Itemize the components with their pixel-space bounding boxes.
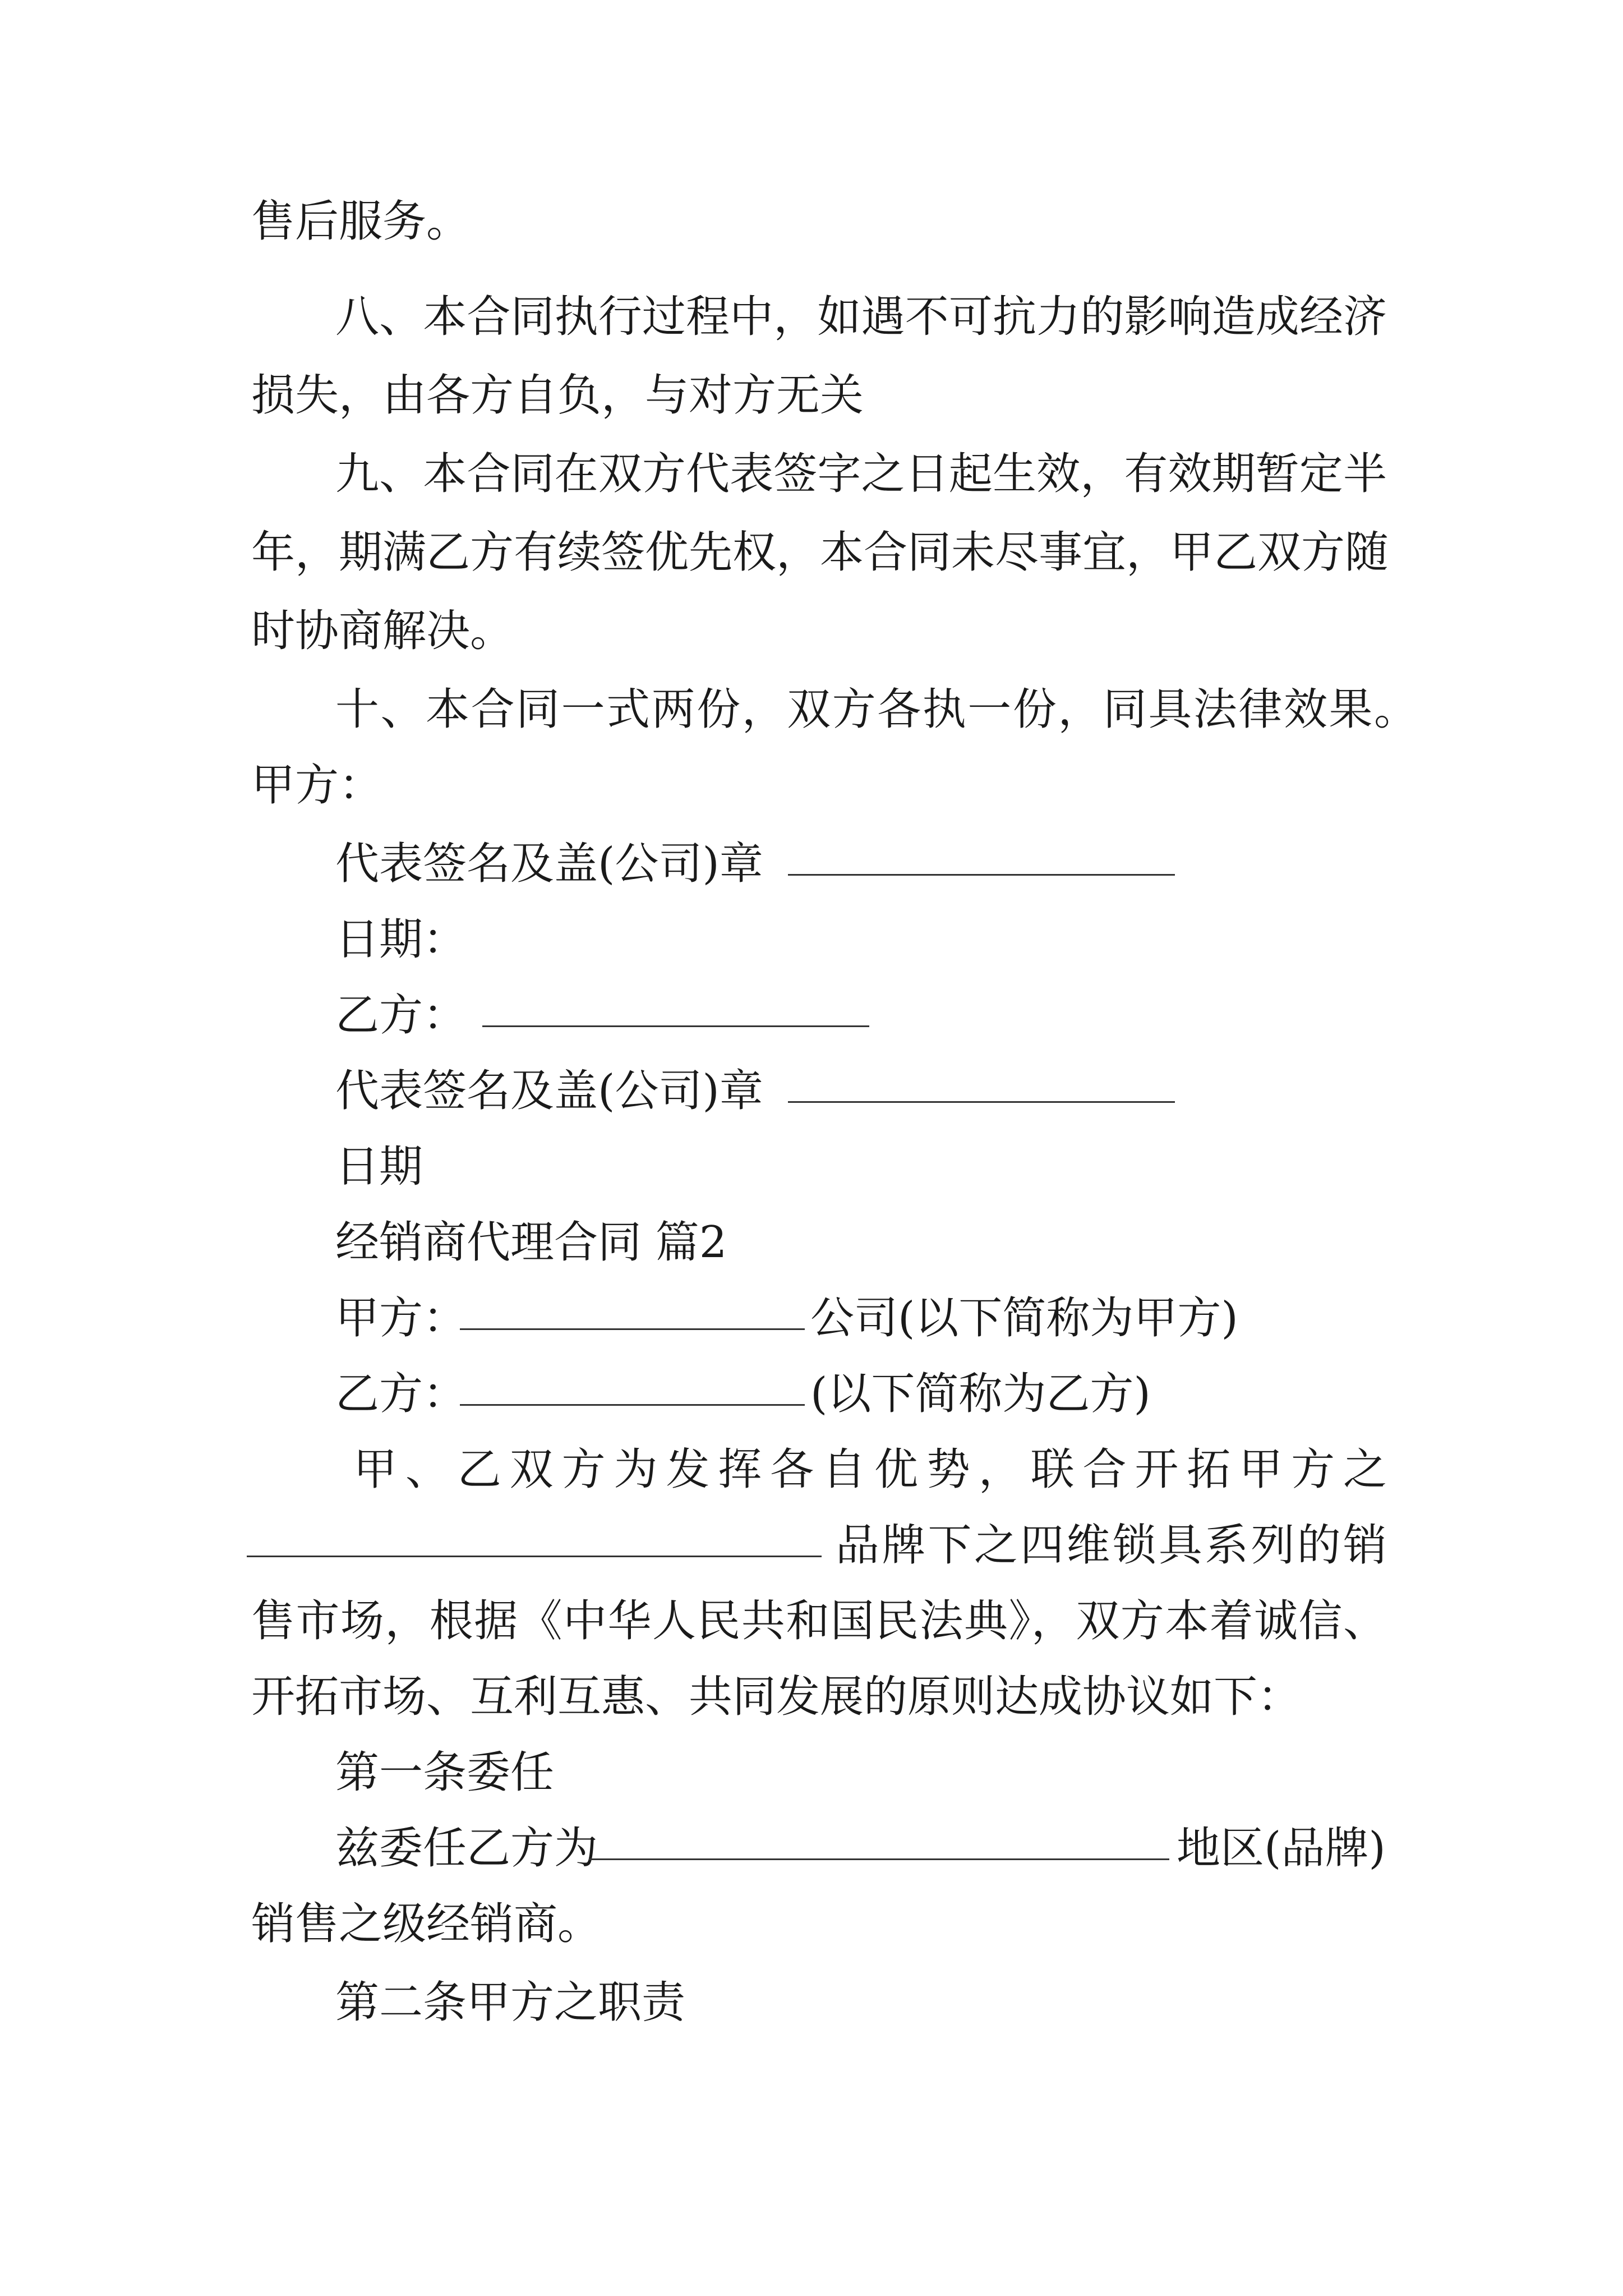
- party-a-company-blank[interactable]: [460, 1295, 805, 1330]
- clause-10-line: 十、本合同一式两份，双方各执一份，同具法律效果。: [335, 684, 1418, 735]
- preamble-line-1: 甲、乙双方为发挥各自优势，联合开拓甲方之: [353, 1444, 1387, 1495]
- preamble-line-3: 售市场，根据《中华人民共和国民法典》，双方本着诚信、: [251, 1596, 1387, 1646]
- party-a-heading: 甲方：: [251, 760, 383, 811]
- party-a-label-2: 甲方：: [335, 1293, 467, 1343]
- party-b-label-2: 乙方：: [335, 1369, 467, 1419]
- article-2-heading: 第二条甲方之职责: [335, 1977, 686, 2028]
- clause-8-line-1: 八、本合同执行过程中，如遇不可抗力的影响造成经济: [335, 292, 1387, 342]
- section-title: 经销商代理合同 篇2: [335, 1217, 727, 1268]
- text-line: 售后服务。: [251, 196, 471, 247]
- clause-9-line-3: 时协商解决。: [251, 606, 514, 656]
- article-1-text-line-2: 销售之级经销商。: [251, 1899, 602, 1949]
- preamble-line-2: 品牌下之四维锁具系列的销: [836, 1520, 1387, 1571]
- party-b-signature-blank[interactable]: [788, 1068, 1175, 1103]
- party-a-signature-blank[interactable]: [788, 840, 1175, 876]
- party-a-abbrev: 公司(以下简称为甲方): [810, 1293, 1238, 1343]
- party-b-label: 乙方：: [335, 990, 467, 1041]
- region-blank[interactable]: [589, 1825, 1169, 1860]
- party-b-date-label: 日期: [335, 1142, 423, 1192]
- article-1-heading: 第一条委任: [335, 1747, 555, 1798]
- clause-9-line-2: 年，期满乙方有续签优先权，本合同未尽事宜，甲乙双方随: [251, 527, 1389, 578]
- clause-8-line-2: 损失，由各方自负，与对方无关: [251, 370, 864, 421]
- party-b-company-blank[interactable]: [460, 1370, 805, 1406]
- article-1-region-suffix: 地区(品牌): [1177, 1823, 1386, 1874]
- party-b-abbrev: (以下简称为乙方): [810, 1369, 1151, 1419]
- preamble-line-4: 开拓市场、互利互惠、共同发展的原则达成协议如下：: [251, 1672, 1302, 1722]
- party-b-signature-label: 代表签名及盖(公司)章: [335, 1066, 763, 1116]
- brand-blank[interactable]: [247, 1522, 822, 1557]
- party-a-date-label: 日期：: [335, 914, 467, 965]
- article-1-text: 兹委任乙方为: [335, 1823, 598, 1874]
- party-b-name-blank[interactable]: [482, 992, 869, 1027]
- clause-9-line-1: 九、本合同在双方代表签字之日起生效，有效期暂定半: [335, 449, 1387, 499]
- party-a-signature-label: 代表签名及盖(公司)章: [335, 839, 763, 889]
